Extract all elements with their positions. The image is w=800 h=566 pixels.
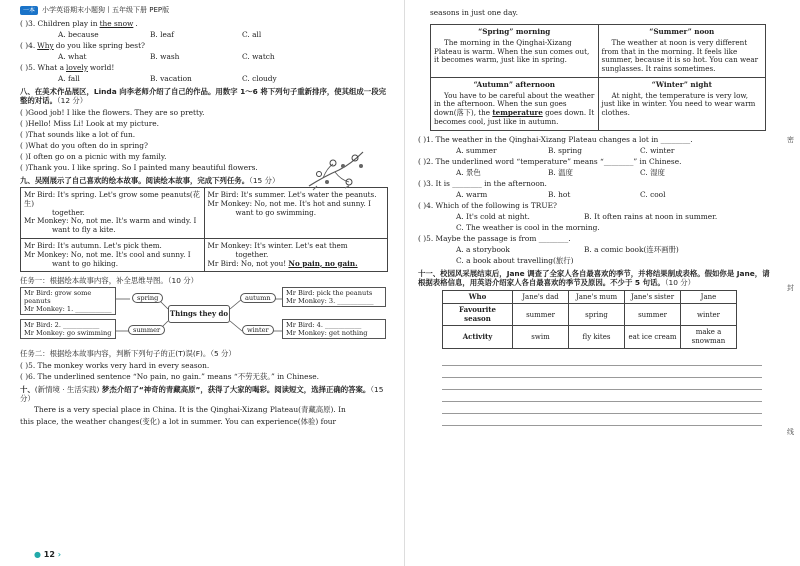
activity-cell: make a snowman <box>681 326 737 348</box>
season-cell: summer <box>625 304 681 326</box>
writing-lines[interactable] <box>418 354 770 426</box>
reading-q3-options: A. warm B. hot C. cool <box>456 189 666 199</box>
writing-line[interactable] <box>442 354 762 366</box>
weather-morning: “Spring” morning The morning in the Qinghai-Xizang Plateau is warm. When the sun comes out, it becomes warm, just like in spring. <box>431 25 599 78</box>
options-3: A. because B. leaf C. all <box>58 29 262 39</box>
dialog-line: ( )Thank you. I like spring. So I painted many beautiful flowers. <box>20 163 258 173</box>
reading-q4-options: A. It's cold at night. B. It often rains at noon in summer. <box>456 211 718 221</box>
question-4: ( )4. Why do you like spring best? <box>20 40 146 50</box>
season-cell: winter <box>681 304 737 326</box>
mind-box-summer: Mr Bird: 2. ___________ Mr Monkey: go swimming <box>20 319 116 339</box>
activity-cell: swim <box>513 326 569 348</box>
season-header: Jane's dad <box>513 290 569 304</box>
reading-q1: ( )1. The weather in the Qinghai-Xizang Plateau changes a lot in ________. <box>418 134 693 144</box>
weather-afternoon: “Autumn” afternoon You have to be careful about the weather in the afternoon. When the sun goes down(落下), the temperature goes down. It becomes cool, just like in autumn. <box>431 77 599 130</box>
season-oval-winter: winter <box>242 325 274 335</box>
mind-box-autumn: Mr Bird: pick the peanuts Mr Monkey: 3. ___________ <box>282 287 386 307</box>
season-header-who: Who <box>443 290 513 304</box>
part10-title: 十、(新情境 · 生活实践) 梦杰介绍了“神奇的青藏高原”，获得了大家的喝彩。阅读短文，选择正确的答案。（15 分） <box>20 385 384 404</box>
mind-map-center: Things they do <box>168 305 230 323</box>
page-header <box>20 4 388 16</box>
writing-line[interactable] <box>442 414 762 426</box>
passage-line-2: this place, the weather changes(变化) a lot in summer. You can experience(体验) four <box>20 416 337 426</box>
season-row-label: Favourite season <box>443 304 513 326</box>
seal-mark-2: 封 <box>787 284 794 292</box>
reading-q4: ( )4. Which of the following is TRUE? <box>418 200 557 210</box>
season-oval-summer: summer <box>128 325 165 335</box>
seal-mark-1: 密 <box>787 136 794 144</box>
weather-noon: “Summer” noon The weather at noon is very different from that in the morning. It feels like summer, because it is so hot. You can wear sunglasses. It rains sometimes. <box>598 25 766 78</box>
task1-title: 任务一：根据绘本故事内容，补全思维导图。（10 分） <box>20 276 199 286</box>
reading-q5: ( )5. Maybe the passage is from ________. <box>418 233 571 243</box>
writing-line[interactable] <box>442 402 762 414</box>
story-cell-winter: Mr Monkey: It's winter. Let's eat them together. Mr Bird: No, not you! No pain, no gain. <box>204 239 388 272</box>
part11-title: 十一、校园风采展结束后，Jane 调查了全家人各自最喜欢的季节，并将结果制成表格。假如你是 Jane，请根据表格信息，用英语介绍家人各自最喜欢的季节及原因。不少于 5 句话。（10 分） <box>418 268 770 287</box>
season-header: Jane's mum <box>569 290 625 304</box>
activity-cell: fly kites <box>569 326 625 348</box>
weather-night: “Winter” night At night, the temperature is very low, just like in winter. You need to wear warm clothes. <box>598 77 766 130</box>
task2-title: 任务二：根据绘本故事内容，判断下列句子的正(T)误(F)。（5 分） <box>20 349 236 359</box>
story-cell-summer: Mr Bird: It's summer. Let's water the peanuts. Mr Monkey: No, not me. It's hot and sunny. I want to go swimming. <box>204 188 388 239</box>
reading-q1-options: A. summer B. spring C. winter <box>456 145 675 155</box>
part10-questions <box>418 134 770 266</box>
writing-line[interactable] <box>442 366 762 378</box>
mind-box-spring: Mr Bird: grow some peanuts Mr Monkey: 1. ___________ <box>20 287 116 315</box>
reading-q5-options: A. a storybook B. a comic book(连环画册) <box>456 244 679 254</box>
season-table <box>442 290 737 349</box>
part7-tail <box>20 18 388 84</box>
story-cell-spring: Mr Bird: It's spring. Let's grow some peanuts(花生) together. Mr Monkey: No, not me. It's warm and windy. I want to fly a kite. <box>21 188 205 239</box>
season-header: Jane <box>681 290 737 304</box>
passage-line-1: There is a very special place in China. It is the Qinghai-Xizang Plateau(青藏高原). In <box>34 405 346 415</box>
writing-line[interactable] <box>442 390 762 402</box>
right-page <box>410 0 800 566</box>
dialog-line: ( )What do you often do in spring? <box>20 141 148 151</box>
page-number: ● 12 › <box>34 550 61 560</box>
tf-question-5: ( )5. The monkey works very hard in every season. <box>20 361 210 371</box>
activity-cell: eat ice cream <box>625 326 681 348</box>
passage-line-3: seasons in just one day. <box>430 8 518 17</box>
dialog-line: ( )Hello! Miss Li! Look at my picture. <box>20 119 160 129</box>
dialog-line: ( )That sounds like a lot of fun. <box>20 130 136 140</box>
flower-branch-illustration <box>305 146 367 194</box>
question-3: ( )3. Children play in the snow . <box>20 18 138 28</box>
story-table <box>20 187 388 272</box>
options-4: A. what B. wash C. watch <box>58 51 275 61</box>
header-title: 小学英语期末小题狗丨五年级下册 PEP版 <box>42 5 170 14</box>
page-divider <box>404 0 405 566</box>
tf-question-6: ( )6. The underlined sentence “No pain, no gain.” means “不劳无获。” in Chinese. <box>20 372 319 382</box>
options-5: A. fall B. vacation C. cloudy <box>58 73 277 83</box>
season-cell: spring <box>569 304 625 326</box>
season-oval-autumn: autumn <box>240 293 276 303</box>
reading-q3: ( )3. It is ________ in the afternoon. <box>418 178 547 188</box>
part9-title: 九、吴刚展示了自己喜欢的绘本故事。阅读绘本故事，完成下列任务。（15 分） <box>20 176 280 186</box>
story-cell-autumn: Mr Bird: It's autumn. Let's pick them. Mr Monkey: No, not me. It's cool and sunny. I want to go hiking. <box>21 239 205 272</box>
season-oval-spring: spring <box>132 293 163 303</box>
brand-logo: 一本 <box>20 6 38 15</box>
reading-q2: ( )2. The underlined word “temperature” means “________” in Chinese. <box>418 156 682 166</box>
part8-title: 八、在美术作品展区，Linda 向李老师介绍了自己的作品。用数字 1～6 将下列句子重新排序，使其组成一段完整的对话。（12 分） <box>20 87 386 106</box>
weather-table <box>430 24 766 131</box>
season-header: Jane's sister <box>625 290 681 304</box>
seal-mark-3: 线 <box>787 428 794 436</box>
reading-q4-option-c: C. The weather is cool in the morning. <box>456 222 600 232</box>
question-5: ( )5. What a lovely world! <box>20 62 115 72</box>
reading-q2-options: A. 景色 B. 温度 C. 湿度 <box>456 167 665 177</box>
activity-row-label: Activity <box>443 326 513 348</box>
mind-box-winter: Mr Bird: 4. ___________ Mr Monkey: get nothing <box>282 319 386 339</box>
mind-map <box>20 287 388 345</box>
season-cell: summer <box>513 304 569 326</box>
reading-q5-option-c: C. a book about travelling(旅行) <box>456 255 574 265</box>
dialog-line: ( )Good job! I like the flowers. They are so pretty. <box>20 108 205 118</box>
dialog-line: ( )I often go on a picnic with my family. <box>20 152 167 162</box>
writing-line[interactable] <box>442 378 762 390</box>
